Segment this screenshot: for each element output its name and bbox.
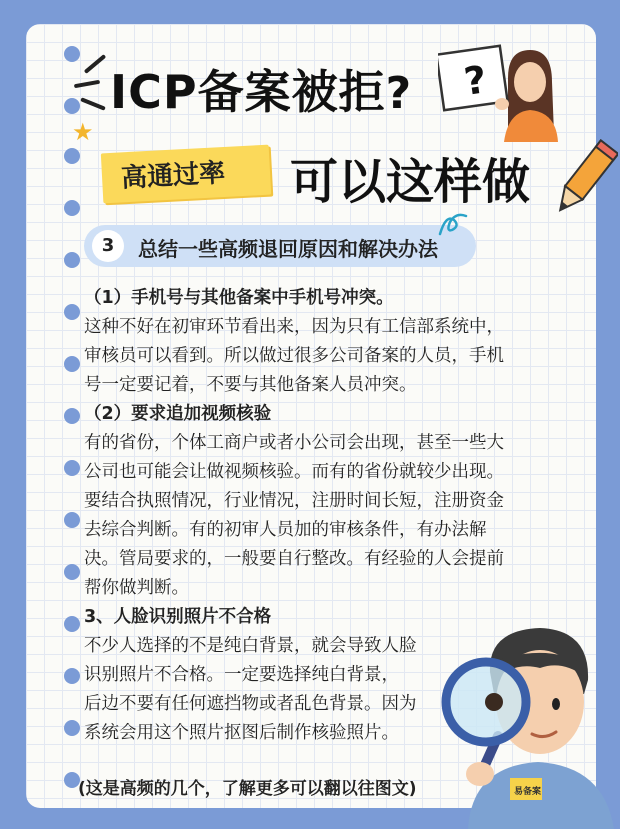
subtitle: 可以这样做: [290, 154, 531, 210]
paragraph-line: 去综合判断。有的初审人员加的审核条件，有办法解: [84, 520, 487, 540]
binder-hole: [64, 148, 80, 164]
paragraph-line: 要结合执照情况，行业情况，注册时间长短，注册资金: [84, 491, 504, 511]
paragraph-line: 决。管局要求的，一般要自行整改。有经验的人会提前: [84, 549, 504, 569]
binder-hole: [64, 408, 80, 424]
binder-hole: [64, 304, 80, 320]
paragraph-line: 公司也可能会让做视频核验。而有的省份就较少出现。: [84, 462, 504, 482]
squiggle-icon: [436, 210, 472, 240]
boy-hand-shape: [466, 762, 494, 786]
magnified-eye: [485, 693, 503, 711]
woman-question-sign-illustration: [438, 38, 558, 142]
squiggle-path: [440, 215, 466, 234]
paragraph-line: 号一定要记着，不要与其他备案人员冲突。: [84, 375, 417, 395]
binder-hole: [64, 98, 80, 114]
binder-hole: [64, 616, 80, 632]
sign-question-mark: ?: [461, 57, 490, 104]
star-icon: ★: [72, 118, 94, 146]
section-number-badge: 3: [92, 230, 124, 262]
logo-badge-text: 易备案: [514, 787, 542, 797]
highlight-tag: 高通过率: [120, 158, 226, 194]
paragraph-line: 后边不要有任何遮挡物或者乱色背景。因为: [84, 694, 417, 714]
title-question-mark: ?: [385, 68, 413, 119]
subheading-line: （2）要求追加视频核验: [84, 404, 272, 424]
face-shape: [514, 62, 546, 102]
subheading-line: 3、人脸识别照片不合格: [84, 607, 272, 627]
paragraph-line: 这种不好在初审环节看出来，因为只有工信部系统中，: [84, 317, 504, 337]
paragraph-line: 系统会用这个照片抠图后制作核验照片。: [84, 723, 399, 743]
binder-hole: [64, 356, 80, 372]
pencil-icon: [548, 138, 618, 224]
footer-note: (这是高频的几个，了解更多可以翻以往图文): [78, 779, 417, 799]
subheading-line: （1）手机号与其他备案中手机号冲突。: [84, 288, 394, 308]
paragraph-line: 有的省份，个体工商户或者小公司会出现，甚至一些大: [84, 433, 504, 453]
binder-hole: [64, 512, 80, 528]
binder-hole: [64, 200, 80, 216]
boy-eye: [552, 698, 560, 710]
hand-shape: [495, 98, 509, 110]
binder-hole: [64, 564, 80, 580]
boy-magnifier-illustration: [428, 616, 620, 829]
binder-hole: [64, 252, 80, 268]
paragraph-line: 不少人选择的不是纯白背景，就会导致人脸: [84, 636, 417, 656]
paragraph-line: 帮你做判断。: [84, 578, 189, 598]
binder-hole: [64, 720, 80, 736]
binder-hole: [64, 460, 80, 476]
page-title-text: ICP备案被拒: [110, 65, 386, 119]
paragraph-line: 审核员可以看到。所以做过很多公司备案的人员，手机: [84, 346, 504, 366]
page-title: [110, 56, 412, 122]
binder-hole: [64, 668, 80, 684]
section-heading: 总结一些高频退回原因和解决办法: [138, 237, 438, 261]
paragraph-line: 识别照片不合格。一定要选择纯白背景，: [84, 665, 399, 685]
binder-hole: [64, 46, 80, 62]
